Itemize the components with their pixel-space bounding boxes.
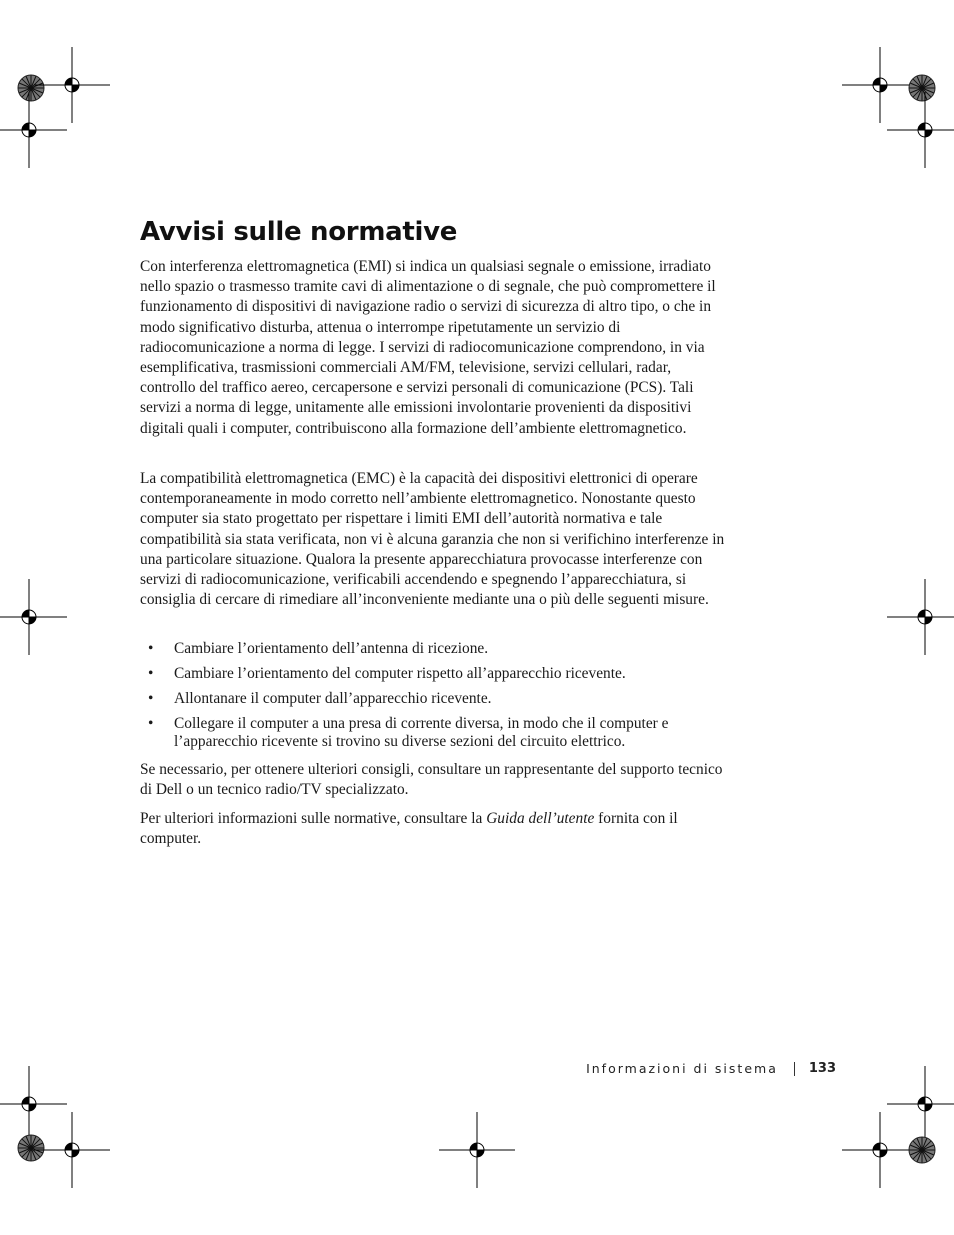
user-guide-title: Guida dell’utente — [486, 810, 595, 827]
more-info-before: Per ulteriori informazioni sulle normative, consultare la — [140, 810, 487, 827]
footer-section-title: Informazioni di sistema — [586, 1061, 778, 1076]
bullet-marker: • — [148, 690, 154, 707]
bullet-marker: • — [148, 665, 154, 682]
paragraph-emi — [140, 257, 730, 439]
page-title: Avvisi sulle normative — [140, 217, 458, 247]
list-item-text: Cambiare l’orientamento del computer rispetto all’apparecchio ricevente. — [174, 665, 626, 682]
registration-star-top-right — [909, 75, 935, 101]
registration-cross-top-right-a — [842, 47, 918, 123]
paragraph-more-info — [140, 809, 700, 849]
measures-list — [140, 640, 730, 758]
registration-cross-bottom-right-b — [842, 1112, 918, 1188]
footer-divider — [794, 1062, 795, 1076]
paragraph-emi-text: Con interferenza elettromagnetica (EMI) si indica un qualsiasi segnale o emissione, irradiato nello spazio o trasmesso tramite cavi di alimentazione o di segnale, che può compromettere il funzionamento di dispositivi di navigazione radio o servizi di sicurezza di altro tipo, o che in modo significativo disturba, attenua o interrompe ripetutamente un servizio di radiocomunicazione a norma di legge. I servizi di radiocomunicazione comprendono, in via esemplificativa, trasmissioni commerciali AM/FM, televisione, servizi cellulari, radar, controllo del traffico aereo, cercapersone e servizi personali di comunicazione (PCS). Tali servizi a norma di legge, unitamente alle emissioni involontarie provenienti da dispositivi digitali quali i computer, contribuiscono alla formazione dell’ambiente elettromagnetico. — [140, 258, 716, 437]
paragraph-support-text: Se necessario, per ottenere ulteriori consigli, consultare un rappresentante del supporto tecnico di Dell o un tecnico radio/TV specializzato. — [140, 761, 723, 799]
bullet-marker: • — [148, 640, 154, 657]
list-item — [140, 665, 730, 683]
page-number: 133 — [808, 1061, 836, 1076]
paragraph-emc — [140, 469, 730, 610]
paragraph-support — [140, 760, 730, 800]
registration-star-top-left — [18, 75, 44, 101]
list-item-text: Collegare il computer a una presa di corrente diversa, in modo che il computer e l’apparecchio ricevente si trovino su diverse sezioni del circuito elettrico. — [174, 715, 669, 750]
list-item — [140, 690, 730, 708]
registration-star-bottom-left — [18, 1135, 44, 1161]
page-footer — [586, 1061, 836, 1076]
list-item — [140, 640, 730, 658]
registration-cross-top-left-b — [0, 92, 67, 168]
more-info-after: fornita con il computer. — [140, 810, 678, 848]
registration-cross-top-right-b — [887, 92, 954, 168]
list-item-text: Cambiare l’orientamento dell’antenna di ricezione. — [174, 640, 489, 657]
paragraph-more-info-text — [140, 809, 700, 849]
registration-cross-mid-left — [0, 579, 67, 655]
registration-cross-bottom-left-b — [34, 1112, 110, 1188]
registration-cross-bottom-center — [439, 1112, 515, 1188]
registration-cross-mid-right — [887, 579, 954, 655]
registration-cross-bottom-right-a — [887, 1066, 954, 1142]
bullet-marker: • — [148, 715, 154, 732]
registration-star-bottom-right — [909, 1137, 935, 1163]
registration-cross-top-left-a — [34, 47, 110, 123]
registration-cross-bottom-left-a — [0, 1066, 67, 1142]
list-item-text: Allontanare il computer dall’apparecchio ricevente. — [174, 690, 492, 707]
paragraph-emc-text: La compatibilità elettromagnetica (EMC) è la capacità dei dispositivi elettronici di operare contemporaneamente in modo corretto nell’ambiente elettromagnetico. Nonostante questo computer sia stato progettato per rispettare i limiti EMI dell’autorità normativa e tale compatibilità sia stata verificata, non vi è alcuna garanzia che non si verifichino interferenze in una particolare situazione. Qualora la presente apparecchiatura provocasse interferenze con servizi di radiocomunicazione, verificabili accendendo e spegnendo l’apparecchiatura, si consiglia di cercare di rimediare all’inconveniente mediante una o più delle seguenti misure. — [140, 470, 725, 609]
list-item — [140, 715, 730, 750]
